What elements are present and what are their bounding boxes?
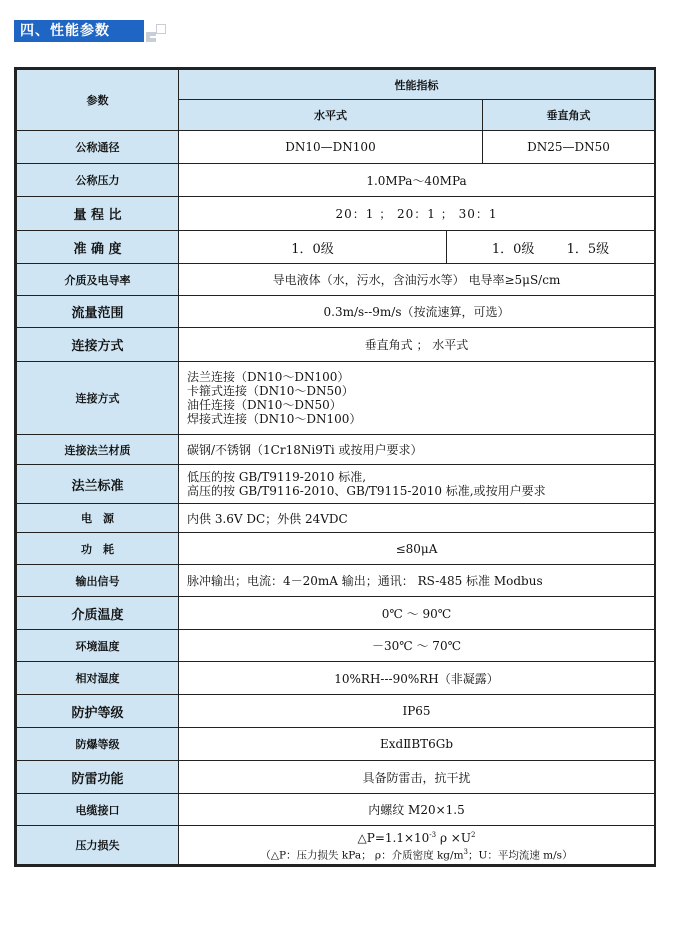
row-value: 导电液体（水，污水，含油污水等） 电导率≥5μS/cm [179,264,655,296]
row-value: ≤80μA [179,533,655,565]
line: 卡箍式连接（DN10～DN50） [187,384,354,398]
table-row [17,164,655,197]
table-row [17,597,655,630]
row-label: 流量范围 [17,296,179,328]
row-value: 1．0级 [179,231,447,264]
row-value: 碳钢/不锈钢（1Cr18Ni9Ti 或按用户要求） [179,435,655,465]
row-value: DN25—DN50 [483,131,655,164]
table-row [17,630,655,662]
table-row [17,435,655,465]
row-value: ExdⅡBT6Gb [179,728,655,761]
pressure-loss-formula: $\triangle P=1.1\times 10^{-3}$ $\rho \times U^2$ [357,830,476,845]
row-value: 脉冲输出；电流：4－20mA 输出；通讯： RS-485 标准 Modbus [179,565,655,597]
table-row [17,328,655,362]
table-row [17,465,655,504]
row-value: IP65 [179,695,655,728]
section-title: 四、性能参数 [14,20,144,42]
table-row [17,761,655,794]
row-label: 公称通径 [17,131,179,164]
row-label: 连接方式 [17,328,179,362]
row-value: 1.0MPa～40MPa [179,164,655,197]
param-header: 参数 [17,70,179,131]
row-label: 相对湿度 [17,662,179,695]
row-value: DN10—DN100 [179,131,483,164]
row-label: 电 源 [17,504,179,533]
table-row [17,794,655,826]
row-value: 20：1 ； 20：1 ； 30：1 [179,197,655,231]
row-value: 0.3m/s--9m/s（按流速算，可选） [179,296,655,328]
row-value: 垂直角式 ； 水平式 [179,328,655,362]
section-title-decoration [146,24,166,42]
row-label: 压力损失 [17,826,179,865]
table-row [17,231,655,264]
row-value [179,362,655,435]
row-label: 电缆接口 [17,794,179,826]
row-label: 公称压力 [17,164,179,197]
table-row [17,264,655,296]
line: 法兰连接（DN10～DN100） [187,370,350,384]
row-value [447,231,655,264]
row-value: 具备防雷击，抗干扰 [179,761,655,794]
line: 焊接式连接（DN10～DN100） [187,412,362,426]
row-label: 连接法兰材质 [17,435,179,465]
row-value [179,826,655,865]
line: 低压的按 GB/T9119-2010 标准, [187,470,367,484]
table-row [17,533,655,565]
row-value: 内螺纹 M20×1.5 [179,794,655,826]
row-label: 防护等级 [17,695,179,728]
row-value: 内供 3.6V DC；外供 24VDC [179,504,655,533]
row-label: 法兰标准 [17,465,179,504]
table-row [17,565,655,597]
table-row [17,695,655,728]
pressure-loss-note: （△P：压力损失 kPa； ρ：介质密度 $kg/m^3$；U：平均流速 m/s） [260,847,573,862]
table-row [17,296,655,328]
row-label: 量 程 比 [17,197,179,231]
row-value: 0℃ ～ 90℃ [179,597,655,630]
row-label: 防爆等级 [17,728,179,761]
row-value: －30℃ ～ 70℃ [179,630,655,662]
table-row [17,131,655,164]
table-row [17,826,655,865]
row-label: 输出信号 [17,565,179,597]
accuracy-value-b: 1．5级 [566,241,610,257]
table-row [17,662,655,695]
row-label: 防雷功能 [17,761,179,794]
row-label: 连接方式 [17,362,179,435]
accuracy-value-a: 1．0级 [491,241,535,257]
line: 油任连接（DN10～DN50） [187,398,342,412]
row-label: 准 确 度 [17,231,179,264]
horizontal-header: 水平式 [179,100,483,131]
table-row [17,728,655,761]
table-row [17,362,655,435]
row-value [179,465,655,504]
row-label: 环境温度 [17,630,179,662]
row-label: 介质及电导率 [17,264,179,296]
table-row [17,197,655,231]
row-value: 10%RH---90%RH（非凝露） [179,662,655,695]
row-label: 介质温度 [17,597,179,630]
row-label: 功 耗 [17,533,179,565]
performance-table [14,67,656,867]
table-row [17,504,655,533]
perf-header: 性能指标 [179,70,655,100]
line: 高压的按 GB/T9116-2010、GB/T9115-2010 标准,或按用户要求 [187,484,546,498]
vertical-header: 垂直角式 [483,100,655,131]
